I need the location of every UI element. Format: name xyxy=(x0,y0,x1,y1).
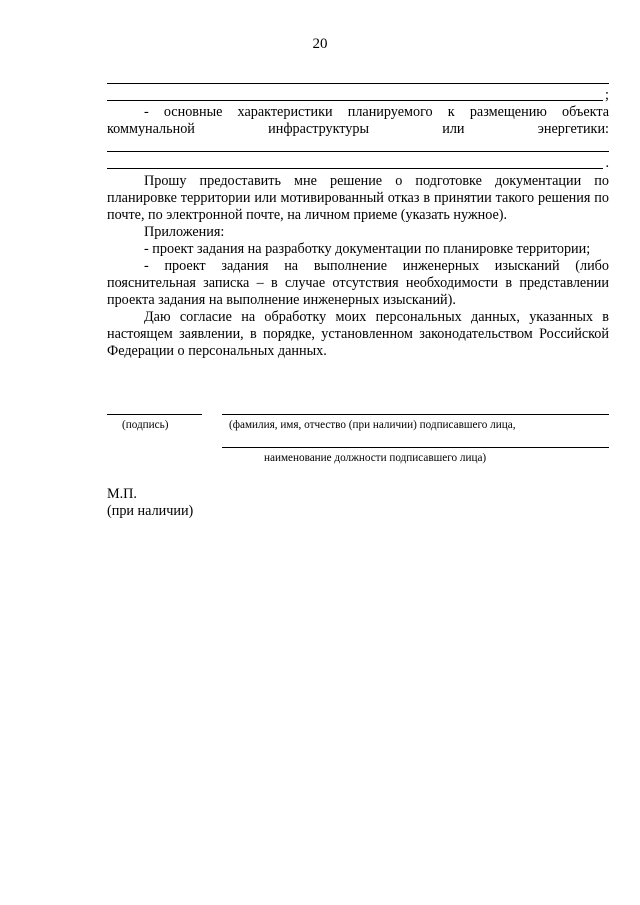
characteristics-line-1: - основные характеристики планируемого к размещению объекта xyxy=(144,104,609,120)
signature-underline xyxy=(107,414,202,415)
attachment-item-2: - проект задания на выполнение инженерных изысканий (либо пояснительная записка – в случае отсутствия необходимости в представлении проекта задания на выполнение инженерных изысканий). xyxy=(107,258,609,308)
blank-underline xyxy=(107,100,603,101)
signature-block xyxy=(107,405,609,475)
page-number: 20 xyxy=(312,36,328,52)
application-body xyxy=(107,70,609,360)
blank-fill-line xyxy=(107,138,609,155)
blank-underline xyxy=(107,151,609,152)
stamp-placeholder xyxy=(107,486,193,520)
consent-paragraph: Даю согласие на обработку моих персональных данных, указанных в настоящем заявлении, в порядке, установленном законодательством Российской Федерации о персональных данных. xyxy=(107,309,609,359)
signature-caption: (подпись) xyxy=(122,419,169,431)
position-underline xyxy=(222,447,609,448)
stamp-note: (при наличии) xyxy=(107,503,194,519)
blank-fill-line xyxy=(107,87,609,104)
characteristics-line-2: коммунальной инфраструктуры или энергетики: xyxy=(107,121,609,137)
attachment-item-1: - проект задания на разработку документации по планировке территории; xyxy=(144,241,591,257)
blank-underline xyxy=(107,83,609,84)
position-caption: наименование должности подписавшего лица) xyxy=(264,452,487,464)
blank-fill-line xyxy=(107,155,609,172)
name-caption: (фамилия, имя, отчество (при наличии) подписавшего лица, xyxy=(229,419,516,431)
blank-underline xyxy=(107,168,603,169)
line-end-punctuation: . xyxy=(605,155,609,171)
line-end-punctuation: ; xyxy=(605,87,609,103)
request-paragraph: Прошу предоставить мне решение о подготовке документации по планировке территории или мотивированный отказ в принятии такого решения по почте, по электронной почте, на личном приеме (указать нужное). xyxy=(107,173,609,223)
blank-fill-line xyxy=(107,70,609,87)
name-underline xyxy=(222,414,609,415)
attachments-heading: Приложения: xyxy=(144,224,225,240)
stamp-label: М.П. xyxy=(107,486,137,502)
